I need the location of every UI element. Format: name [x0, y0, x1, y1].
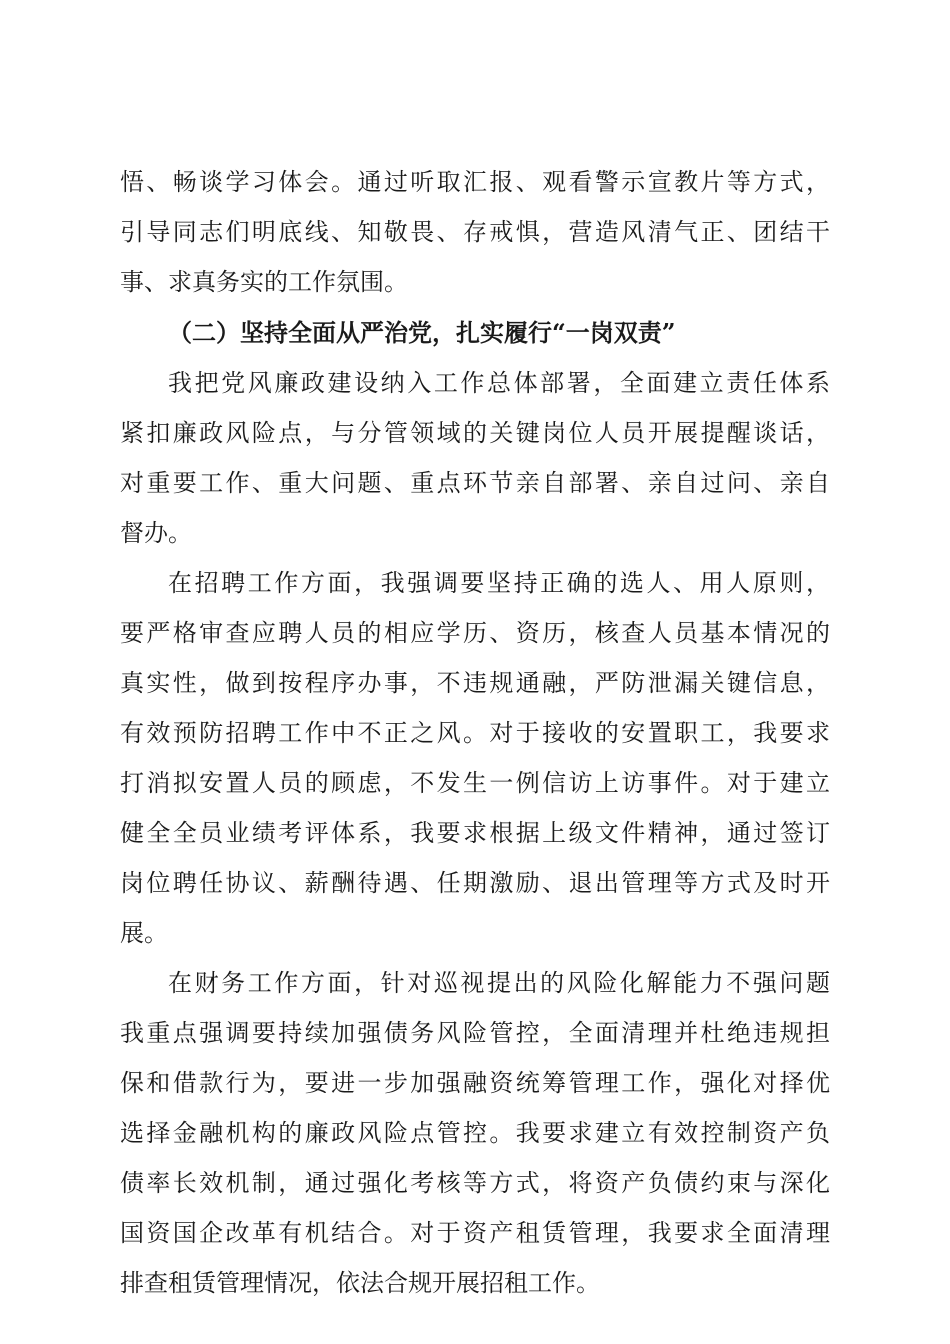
paragraph-line: 在财务工作方面，针对巡视提出的风险化解能力不强问题: [168, 969, 830, 997]
paragraph-line: 打消拟安置人员的顾虑，不发生一例信访上访事件。对于建立: [120, 769, 830, 797]
paragraph-line: 排查租赁管理情况，依法合规开展招租工作。: [120, 1269, 600, 1297]
paragraph-line: 有效预防招聘工作中不正之风。对于接收的安置职工，我要求: [120, 719, 830, 747]
paragraph-line: 要严格审查应聘人员的相应学历、资历，核查人员基本情况的: [120, 619, 830, 647]
paragraph-line: 对重要工作、重大问题、重点环节亲自部署、亲自过问、亲自: [120, 469, 830, 497]
paragraph-line: 在招聘工作方面，我强调要坚持正确的选人、用人原则，: [168, 569, 830, 597]
paragraph-line: 悟、畅谈学习体会。通过听取汇报、观看警示宣教片等方式，: [120, 168, 830, 196]
paragraph-line: 真实性，做到按程序办事，不违规通融，严防泄漏关键信息，: [120, 669, 830, 697]
paragraph-line: 岗位聘任协议、薪酬待遇、任期激励、退出管理等方式及时开: [120, 869, 830, 897]
paragraph-line: 选择金融机构的廉政风险点管控。我要求建立有效控制资产负: [120, 1119, 830, 1147]
paragraph-line: 督办。: [120, 519, 192, 547]
paragraph-line: 事、求真务实的工作氛围。: [120, 268, 408, 296]
paragraph-line: 我把党风廉政建设纳入工作总体部署，全面建立责任体系: [168, 369, 830, 397]
paragraph-line: 保和借款行为，要进一步加强融资统筹管理工作，强化对择优: [120, 1069, 830, 1097]
paragraph-line: 健全全员业绩考评体系，我要求根据上级文件精神，通过签订: [120, 819, 830, 847]
paragraph-line: 紧扣廉政风险点，与分管领域的关键岗位人员开展提醒谈话，: [120, 419, 830, 447]
paragraph-line: 展。: [120, 919, 168, 947]
paragraph-line: 引导同志们明底线、知敬畏、存戒惧，营造风清气正、团结干: [120, 218, 830, 246]
paragraph-line: 我重点强调要持续加强债务风险管控，全面清理并杜绝违规担: [120, 1019, 830, 1047]
paragraph-line: 国资国企改革有机结合。对于资产租赁管理，我要求全面清理: [120, 1219, 830, 1247]
paragraph-line: 债率长效机制，通过强化考核等方式，将资产负债约束与深化: [120, 1169, 830, 1197]
section-heading: （二）坚持全面从严治党，扎实履行“一岗双责”: [168, 318, 676, 347]
